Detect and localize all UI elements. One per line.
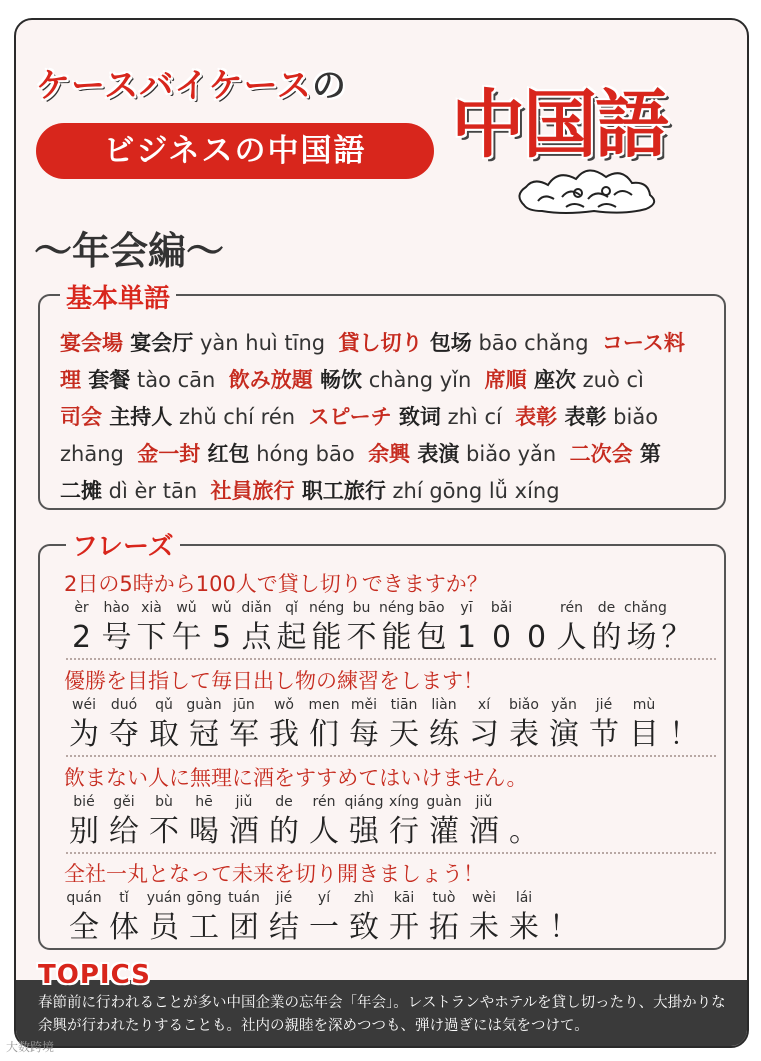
pinyin-syllable: qǐ	[285, 600, 298, 616]
pinyin-syllable: de	[275, 794, 293, 810]
pinyin-syllable: zhì	[353, 890, 375, 906]
pinyin-syllable: tiān	[390, 697, 418, 713]
hanzi-char: 能	[381, 620, 412, 655]
vocab-line	[60, 399, 720, 436]
pinyin-syllable: jiǔ	[475, 794, 493, 810]
vocab-japanese-term: 社員旅行	[210, 479, 295, 503]
pinyin-syllable: rén	[560, 600, 583, 616]
hanzi-char: 别	[69, 814, 99, 849]
vocab-japanese-term: 貸し切り	[338, 331, 423, 355]
pinyin-syllable: měi	[350, 697, 378, 713]
vocab-japanese-term: 余興	[368, 442, 411, 466]
pinyin-syllable: yí	[317, 890, 331, 906]
vocab-chinese-term: 致词	[391, 405, 441, 429]
vocab-pinyin: biǎo yǎn	[459, 442, 570, 466]
vocab-chinese-term: 座次	[526, 368, 576, 392]
phrase-item	[64, 568, 724, 658]
vocab-pinyin: zhǔ chí rén	[172, 405, 309, 429]
vocab-pinyin: zhì cí	[440, 405, 516, 429]
pinyin-syllable: tuán	[228, 890, 260, 906]
vocab-pinyin: dì èr tān	[102, 479, 211, 503]
phrase-divider	[66, 755, 716, 757]
vocab-japanese-term: 宴会場	[60, 331, 123, 355]
pinyin-syllable: xí	[477, 697, 491, 713]
hanzi-char: 0	[526, 620, 547, 655]
pinyin-syllable	[504, 794, 544, 812]
hanzi-char: 开	[389, 910, 419, 945]
hanzi-char: 行	[389, 814, 419, 849]
pinyin-row	[64, 794, 724, 812]
vocab-chinese-term: 宴会厅	[123, 331, 194, 355]
vocab-chinese-term: 职工旅行	[294, 479, 386, 503]
pinyin-syllable: lái	[515, 890, 533, 906]
hanzi-char: 起	[276, 620, 307, 655]
vocab-pinyin: zhí gōng lǚ xíng	[385, 479, 560, 503]
pinyin-syllable: men	[308, 697, 340, 713]
hanzi-char: 表	[509, 717, 539, 752]
vocab-chinese-term: 表彰	[557, 405, 607, 429]
pinyin-syllable: tǐ	[119, 890, 129, 906]
hanzi-char: 点	[241, 620, 272, 655]
pinyin-syllable: wǔ	[211, 600, 232, 616]
vocab-list	[60, 325, 720, 510]
hanzi-char: 不	[149, 814, 179, 849]
poster-card	[14, 18, 749, 1048]
pinyin-syllable: duó	[110, 697, 138, 713]
pinyin-syllable: bié	[73, 794, 95, 810]
vocab-japanese-term: コース料	[601, 331, 685, 355]
hanzi-char: 0	[491, 620, 512, 655]
pinyin-syllable: guàn	[426, 794, 462, 810]
pinyin-syllable: diǎn	[241, 600, 272, 616]
vocab-japanese-term: 二次会	[569, 442, 633, 466]
hanzi-char: 每	[349, 717, 379, 752]
hanzi-char: 号	[101, 620, 132, 655]
hanzi-char: 灌	[429, 814, 459, 849]
topics-label: TOPICS	[38, 960, 151, 990]
pinyin-syllable: biǎo	[509, 697, 539, 713]
vocab-chinese-term: 包场	[422, 331, 472, 355]
phrase-japanese: 2日の5時から100人で貸し切りできますか？	[64, 572, 488, 596]
hanzi-char: 来	[509, 910, 539, 945]
hanzi-char: 一	[309, 910, 339, 945]
vocab-pinyin: bāo chǎng	[471, 331, 602, 355]
hanzi-row	[64, 715, 724, 755]
hanzi-char: 未	[469, 910, 499, 945]
pinyin-syllable: xià	[141, 600, 162, 616]
hanzi-char: 酒	[229, 814, 259, 849]
pinyin-syllable: xíng	[389, 794, 419, 810]
pinyin-syllable: yuán	[146, 890, 182, 906]
hanzi-char: 包	[416, 620, 447, 655]
vocab-japanese-term: 司会	[60, 405, 102, 429]
pinyin-row	[64, 890, 724, 908]
hanzi-char: 结	[269, 910, 299, 945]
vocab-chinese-term: 主持人	[102, 405, 173, 429]
vocab-pinyin: chàng yǐn	[362, 368, 485, 392]
hanzi-char: 致	[349, 910, 379, 945]
hanzi-char: 强	[349, 814, 379, 849]
hanzi-char: 们	[309, 717, 339, 752]
watermark-text: 大数跨境	[6, 1040, 55, 1054]
hanzi-char: 练	[429, 717, 459, 752]
pinyin-syllable: guàn	[186, 697, 222, 713]
pinyin-syllable: wéi	[72, 697, 96, 713]
hanzi-char: 不	[346, 620, 377, 655]
vocab-japanese-term: 金一封	[137, 442, 201, 466]
hanzi-char: 团	[229, 910, 259, 945]
pinyin-syllable: bu	[352, 600, 371, 616]
hanzi-char: 军	[229, 717, 259, 752]
pinyin-syllable: jié	[275, 890, 293, 906]
hanzi-char: 体	[109, 910, 139, 945]
pinyin-syllable: jié	[595, 697, 613, 713]
pinyin-syllable: bāo	[418, 600, 445, 616]
vocab-japanese-term: 理	[60, 368, 81, 392]
vocab-line	[60, 473, 720, 510]
hanzi-char: 酒	[469, 814, 499, 849]
hanzi-char: 取	[149, 717, 179, 752]
hanzi-char: 我	[269, 717, 299, 752]
hanzi-row	[64, 812, 724, 852]
vocab-line	[60, 436, 720, 473]
phrase-item	[64, 665, 724, 755]
hanzi-char: 能	[311, 620, 342, 655]
hanzi-char: 喝	[189, 814, 219, 849]
pinyin-syllable: de	[597, 600, 616, 616]
header-subtitle-red: ケースバイケース	[36, 66, 312, 106]
section-heading: ～年会編～	[34, 229, 225, 273]
vocab-chinese-term: 二摊	[60, 479, 102, 503]
pinyin-syllable: wǒ	[273, 697, 294, 713]
phrase-divider	[66, 852, 716, 854]
phrase-item	[64, 762, 724, 852]
hanzi-char: ？	[661, 620, 692, 655]
pinyin-syllable: wǔ	[176, 600, 197, 616]
vocab-box-label: 基本単語	[60, 278, 176, 315]
phrase-japanese: 飲まない人に無理に酒をすすめてはいけません。	[64, 766, 528, 790]
vocab-pinyin: yàn huì tīng	[193, 331, 339, 355]
watermark	[6, 1038, 54, 1055]
pinyin-syllable: chǎng	[624, 600, 667, 616]
vocab-chinese-term: 红包	[200, 442, 250, 466]
phrase-japanese: 全社一丸となって未来を切り開きましょう！	[64, 862, 484, 886]
header-pill: ビジネスの中国語	[36, 123, 434, 179]
vocab-chinese-term: 畅饮	[312, 368, 363, 392]
vocab-japanese-term: スピーチ	[308, 405, 392, 429]
pinyin-syllable	[664, 697, 704, 715]
hanzi-char: 演	[549, 717, 579, 752]
phrase-box-label: フレーズ	[66, 526, 180, 563]
hanzi-char: 拓	[429, 910, 459, 945]
hanzi-char: 。	[509, 814, 539, 849]
pinyin-syllable: gěi	[113, 794, 135, 810]
hanzi-char: 为	[69, 717, 99, 752]
vocab-japanese-term: 飲み放題	[228, 368, 313, 392]
hanzi-char: 员	[149, 910, 179, 945]
hanzi-char: 给	[109, 814, 139, 849]
vocab-pinyin: zhāng	[60, 442, 138, 466]
pinyin-syllable: jiǔ	[235, 794, 253, 810]
hanzi-char: 1	[456, 620, 477, 655]
vocab-pinyin: tào cān	[130, 368, 229, 392]
pinyin-syllable: yǎn	[551, 697, 577, 713]
cloud-ornament-icon	[514, 155, 664, 217]
hanzi-char: 场	[626, 620, 657, 655]
pinyin-syllable: gōng	[186, 890, 222, 906]
header-subtitle	[36, 58, 347, 107]
phrase-japanese: 優勝を目指して毎日出し物の練習をします！	[64, 669, 484, 693]
topics-text: 春節前に行われることが多い中国企業の忘年会「年会」。レストランやホテルを貸し切ったり、大掛かりな余興が行われたりすることも。社内の親睦を深めつつも、弾け過ぎには気をつけて。	[38, 995, 726, 1034]
hanzi-char: 全	[69, 910, 99, 945]
vocab-pinyin: hóng bāo	[249, 442, 369, 466]
hanzi-char: 2	[71, 620, 92, 655]
pinyin-syllable	[659, 600, 694, 618]
vocab-line	[60, 362, 720, 399]
pinyin-syllable: bù	[155, 794, 173, 810]
hanzi-char: 的	[591, 620, 622, 655]
hanzi-row	[64, 618, 724, 658]
hanzi-row	[64, 908, 724, 948]
pinyin-syllable: quán	[66, 890, 102, 906]
vocab-chinese-term: 第	[632, 442, 661, 466]
pinyin-syllable: hào	[103, 600, 130, 616]
hanzi-char: 人	[556, 620, 587, 655]
big-title: 中国語	[451, 82, 667, 168]
pinyin-row	[64, 697, 724, 715]
hanzi-char: ！	[549, 910, 579, 945]
pinyin-syllable: néng	[309, 600, 345, 616]
hanzi-char: ！	[669, 717, 699, 752]
pinyin-syllable: liàn	[431, 697, 457, 713]
hanzi-char: 节	[589, 717, 619, 752]
pinyin-syllable: yī	[460, 600, 473, 616]
phrase-divider	[66, 658, 716, 660]
pinyin-syllable: wèi	[472, 890, 496, 906]
pinyin-syllable	[544, 890, 584, 908]
hanzi-char: 的	[269, 814, 299, 849]
hanzi-char: 习	[469, 717, 499, 752]
vocab-pinyin: zuò cì	[575, 368, 644, 392]
pinyin-syllable: èr	[74, 600, 89, 616]
pinyin-syllable: mù	[632, 697, 656, 713]
pinyin-syllable: bǎi	[490, 600, 513, 616]
vocab-japanese-term: 席順	[484, 368, 527, 392]
vocab-chinese-term: 套餐	[81, 368, 131, 392]
pinyin-syllable: néng	[379, 600, 415, 616]
hanzi-char: 午	[171, 620, 202, 655]
header-subtitle-dark: の	[311, 66, 347, 106]
pinyin-syllable: tuò	[432, 890, 456, 906]
vocab-pinyin: biǎo	[606, 405, 659, 429]
pinyin-syllable	[519, 600, 554, 618]
pinyin-syllable: hē	[195, 794, 213, 810]
hanzi-char: 下	[136, 620, 167, 655]
vocab-chinese-term: 表演	[410, 442, 460, 466]
pinyin-syllable: qiáng	[344, 794, 384, 810]
pinyin-row	[64, 600, 724, 618]
pinyin-syllable: jūn	[233, 697, 255, 713]
pinyin-syllable: qǔ	[155, 697, 173, 713]
hanzi-char: 夺	[109, 717, 139, 752]
hanzi-char: 工	[189, 910, 219, 945]
hanzi-char: 天	[389, 717, 419, 752]
hanzi-char: 目	[629, 717, 659, 752]
phrase-item	[64, 858, 724, 948]
pinyin-syllable: kāi	[393, 890, 415, 906]
hanzi-char: 冠	[189, 717, 219, 752]
hanzi-char: 5	[211, 620, 232, 655]
vocab-japanese-term: 表彰	[515, 405, 558, 429]
hanzi-char: 人	[309, 814, 339, 849]
pinyin-syllable: rén	[312, 794, 336, 810]
vocab-line	[60, 325, 720, 362]
